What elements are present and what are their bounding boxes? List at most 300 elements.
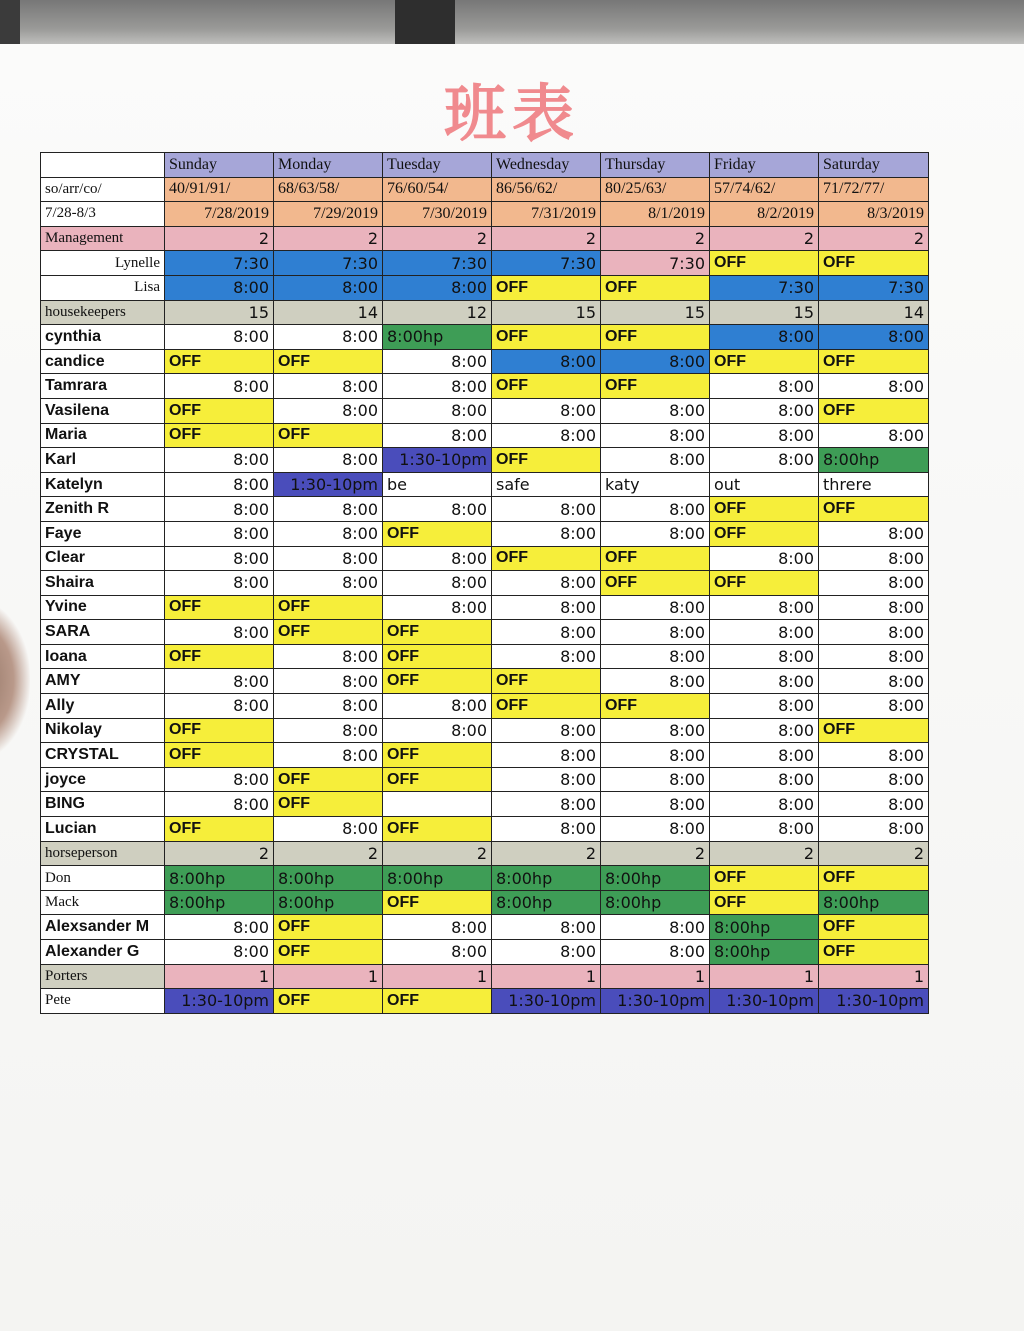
shift-cell: 8:00 bbox=[383, 694, 492, 719]
shift-cell: 8:00 bbox=[492, 915, 601, 940]
page-title: 班表 bbox=[443, 77, 580, 150]
shift-cell: 8:00hp bbox=[383, 325, 492, 350]
occupancy-code: 57/74/62/ bbox=[710, 177, 819, 202]
shift-cell: 1:30-10pm bbox=[492, 989, 601, 1014]
shift-cell: OFF bbox=[601, 325, 710, 350]
day-header: Sunday bbox=[165, 153, 274, 178]
shift-cell: OFF bbox=[274, 915, 383, 940]
shift-cell: 8:00hp bbox=[165, 890, 274, 915]
shift-cell: 1 bbox=[165, 964, 274, 989]
shift-cell: 8:00 bbox=[492, 718, 601, 743]
schedule-row bbox=[41, 423, 929, 448]
shift-cell: OFF bbox=[710, 890, 819, 915]
shift-cell: 8:00 bbox=[710, 325, 819, 350]
shift-cell: 8:00hp bbox=[710, 915, 819, 940]
shift-cell: 8:00 bbox=[710, 694, 819, 719]
shift-cell: 8:00 bbox=[274, 325, 383, 350]
shift-cell: OFF bbox=[710, 349, 819, 374]
staff-name: BING bbox=[41, 792, 165, 817]
shift-cell: OFF bbox=[601, 571, 710, 596]
shift-cell: OFF bbox=[274, 620, 383, 645]
shift-cell: 1:30-10pm bbox=[819, 989, 929, 1014]
shift-cell: OFF bbox=[710, 866, 819, 891]
shift-cell: OFF bbox=[492, 275, 601, 300]
schedule-table bbox=[40, 152, 929, 1014]
staff-name: Alexander G bbox=[41, 940, 165, 965]
shift-cell: 14 bbox=[274, 300, 383, 325]
shift-cell: 7:30 bbox=[710, 275, 819, 300]
shift-cell: 2 bbox=[383, 226, 492, 251]
shift-cell: 8:00 bbox=[601, 669, 710, 694]
staff-name: Don bbox=[41, 866, 165, 891]
shift-cell: 1 bbox=[601, 964, 710, 989]
shift-cell: 8:00hp bbox=[274, 866, 383, 891]
shift-cell: 8:00 bbox=[601, 792, 710, 817]
shift-cell: 8:00 bbox=[165, 940, 274, 965]
shift-cell: OFF bbox=[274, 423, 383, 448]
schedule-row bbox=[41, 866, 929, 891]
shift-cell: OFF bbox=[492, 448, 601, 473]
staff-name: Katelyn bbox=[41, 472, 165, 497]
shift-cell: 8:00 bbox=[819, 743, 929, 768]
shift-cell: OFF bbox=[819, 349, 929, 374]
shift-cell: 8:00 bbox=[819, 817, 929, 842]
schedule-row bbox=[41, 472, 929, 497]
shift-cell: OFF bbox=[383, 817, 492, 842]
shift-cell: 8:00 bbox=[710, 398, 819, 423]
shift-cell: 8:00 bbox=[819, 767, 929, 792]
shift-cell: OFF bbox=[165, 349, 274, 374]
staff-name: Lynelle bbox=[41, 251, 165, 276]
wall-edge bbox=[0, 0, 20, 48]
shift-cell: 7:30 bbox=[274, 251, 383, 276]
shift-cell: 8:00 bbox=[710, 595, 819, 620]
shift-cell: 8:00 bbox=[383, 374, 492, 399]
shift-cell: katy bbox=[601, 472, 710, 497]
shift-cell: 8:00 bbox=[165, 792, 274, 817]
shift-cell: 2 bbox=[165, 226, 274, 251]
schedule-row bbox=[41, 448, 929, 473]
shift-cell: 8:00 bbox=[165, 472, 274, 497]
day-header: Saturday bbox=[819, 153, 929, 178]
schedule-row bbox=[41, 275, 929, 300]
schedule-row bbox=[41, 964, 929, 989]
shift-cell: OFF bbox=[165, 718, 274, 743]
staff-name: CRYSTAL bbox=[41, 743, 165, 768]
shift-cell: 8:00 bbox=[492, 817, 601, 842]
staff-name: horseperson bbox=[41, 841, 165, 866]
shift-cell: 8:00 bbox=[492, 620, 601, 645]
shift-cell: 2 bbox=[601, 226, 710, 251]
shift-cell: 8:00 bbox=[710, 718, 819, 743]
shift-cell: 2 bbox=[165, 841, 274, 866]
shift-cell: 8:00 bbox=[601, 817, 710, 842]
date-row bbox=[41, 202, 929, 227]
shift-cell: 8:00 bbox=[383, 349, 492, 374]
shift-cell: OFF bbox=[492, 374, 601, 399]
staff-name: Vasilena bbox=[41, 398, 165, 423]
shift-cell: 8:00 bbox=[383, 546, 492, 571]
schedule-row bbox=[41, 374, 929, 399]
staff-name: Lucian bbox=[41, 817, 165, 842]
staff-name: Nikolay bbox=[41, 718, 165, 743]
shift-cell: 7:30 bbox=[601, 251, 710, 276]
shift-cell: OFF bbox=[274, 767, 383, 792]
day-header: Friday bbox=[710, 153, 819, 178]
shift-cell: 8:00 bbox=[492, 595, 601, 620]
shift-cell: 8:00 bbox=[165, 325, 274, 350]
shift-cell: 8:00hp bbox=[710, 940, 819, 965]
shift-cell: 8:00 bbox=[383, 497, 492, 522]
staff-name: Lisa bbox=[41, 275, 165, 300]
shift-cell: 8:00 bbox=[165, 571, 274, 596]
shift-cell: 8:00hp bbox=[165, 866, 274, 891]
schedule-row bbox=[41, 817, 929, 842]
shift-cell: 8:00 bbox=[165, 521, 274, 546]
staff-name: AMY bbox=[41, 669, 165, 694]
shift-cell: 8:00 bbox=[383, 595, 492, 620]
schedule-row bbox=[41, 743, 929, 768]
shift-cell: 8:00 bbox=[819, 644, 929, 669]
shift-cell: 2 bbox=[492, 226, 601, 251]
staff-name: Mack bbox=[41, 890, 165, 915]
shift-cell: 8:00 bbox=[274, 718, 383, 743]
shift-cell: 2 bbox=[274, 841, 383, 866]
shift-cell: OFF bbox=[274, 940, 383, 965]
shift-cell bbox=[383, 792, 492, 817]
schedule-row bbox=[41, 718, 929, 743]
shift-cell: OFF bbox=[819, 251, 929, 276]
shift-cell: 2 bbox=[710, 841, 819, 866]
staff-name: Alexsander M bbox=[41, 915, 165, 940]
shift-cell: OFF bbox=[710, 497, 819, 522]
staff-name: Ally bbox=[41, 694, 165, 719]
staff-name: Yvine bbox=[41, 595, 165, 620]
occupancy-code: 80/25/63/ bbox=[601, 177, 710, 202]
shift-cell: 1:30-10pm bbox=[274, 472, 383, 497]
shift-cell: 8:00 bbox=[274, 497, 383, 522]
shift-cell: 8:00 bbox=[165, 669, 274, 694]
shift-cell: 8:00 bbox=[819, 521, 929, 546]
shift-cell: 15 bbox=[492, 300, 601, 325]
shift-cell: 8:00 bbox=[601, 718, 710, 743]
shift-cell: OFF bbox=[601, 694, 710, 719]
date-cell: 7/31/2019 bbox=[492, 202, 601, 227]
shift-cell: 8:00 bbox=[710, 792, 819, 817]
schedule-row bbox=[41, 546, 929, 571]
shift-cell: 7:30 bbox=[819, 275, 929, 300]
shift-cell: 12 bbox=[383, 300, 492, 325]
date-cell: 7/29/2019 bbox=[274, 202, 383, 227]
shift-cell: OFF bbox=[165, 743, 274, 768]
shift-cell: 2 bbox=[274, 226, 383, 251]
shift-cell: 8:00 bbox=[819, 571, 929, 596]
schedule-row bbox=[41, 398, 929, 423]
shift-cell: OFF bbox=[819, 497, 929, 522]
staff-name: Maria bbox=[41, 423, 165, 448]
shift-cell: 8:00 bbox=[601, 349, 710, 374]
shift-cell: 1:30-10pm bbox=[601, 989, 710, 1014]
shift-cell: 8:00hp bbox=[819, 448, 929, 473]
shift-cell: OFF bbox=[710, 521, 819, 546]
schedule-row bbox=[41, 251, 929, 276]
date-cell: 8/3/2019 bbox=[819, 202, 929, 227]
shift-cell: 8:00 bbox=[819, 546, 929, 571]
shift-cell: 8:00 bbox=[383, 398, 492, 423]
staff-name: Ioana bbox=[41, 644, 165, 669]
staff-name: joyce bbox=[41, 767, 165, 792]
schedule-row bbox=[41, 989, 929, 1014]
shift-cell: 7:30 bbox=[383, 251, 492, 276]
schedule-row bbox=[41, 620, 929, 645]
shift-cell: OFF bbox=[165, 817, 274, 842]
shift-cell: 8:00 bbox=[383, 571, 492, 596]
shift-cell: 8:00 bbox=[601, 423, 710, 448]
staff-name: Karl bbox=[41, 448, 165, 473]
schedule-row bbox=[41, 644, 929, 669]
shift-cell: 8:00 bbox=[274, 817, 383, 842]
shift-cell: 8:00 bbox=[492, 571, 601, 596]
shift-cell: 8:00hp bbox=[492, 866, 601, 891]
wall-shadow bbox=[395, 0, 455, 48]
shift-cell: OFF bbox=[165, 423, 274, 448]
occupancy-code: 40/91/91/ bbox=[165, 177, 274, 202]
shift-cell: out bbox=[710, 472, 819, 497]
shift-cell: safe bbox=[492, 472, 601, 497]
shift-cell: 8:00 bbox=[165, 275, 274, 300]
staff-name: Porters bbox=[41, 964, 165, 989]
shift-cell: 2 bbox=[819, 841, 929, 866]
occupancy-code: 86/56/62/ bbox=[492, 177, 601, 202]
shift-cell: 8:00hp bbox=[601, 890, 710, 915]
schedule-row bbox=[41, 792, 929, 817]
schedule-row bbox=[41, 890, 929, 915]
shift-cell: OFF bbox=[492, 669, 601, 694]
schedule-body bbox=[41, 153, 929, 1014]
shift-cell: 8:00 bbox=[165, 620, 274, 645]
schedule-row bbox=[41, 669, 929, 694]
shift-cell: 8:00 bbox=[819, 792, 929, 817]
shift-cell: 1:30-10pm bbox=[383, 448, 492, 473]
date-cell: 7/30/2019 bbox=[383, 202, 492, 227]
shift-cell: 14 bbox=[819, 300, 929, 325]
shift-cell: 8:00 bbox=[274, 448, 383, 473]
shift-cell: 1 bbox=[710, 964, 819, 989]
schedule-row bbox=[41, 521, 929, 546]
schedule-row bbox=[41, 940, 929, 965]
shift-cell: OFF bbox=[165, 595, 274, 620]
day-header-row bbox=[41, 153, 929, 178]
schedule-row bbox=[41, 226, 929, 251]
shift-cell: 1 bbox=[819, 964, 929, 989]
shift-cell: 8:00 bbox=[819, 325, 929, 350]
shift-cell: OFF bbox=[383, 644, 492, 669]
shift-cell: 8:00 bbox=[165, 694, 274, 719]
day-header: Monday bbox=[274, 153, 383, 178]
shift-cell: OFF bbox=[383, 521, 492, 546]
shift-cell: 8:00 bbox=[819, 374, 929, 399]
shift-cell: 8:00 bbox=[601, 940, 710, 965]
staff-name: cynthia bbox=[41, 325, 165, 350]
shift-cell: 8:00 bbox=[383, 940, 492, 965]
shift-cell: 8:00 bbox=[492, 743, 601, 768]
shift-cell: OFF bbox=[383, 743, 492, 768]
shift-cell: 8:00 bbox=[601, 448, 710, 473]
staff-name: Management bbox=[41, 226, 165, 251]
occupancy-code: 76/60/54/ bbox=[383, 177, 492, 202]
shift-cell: OFF bbox=[274, 595, 383, 620]
shift-cell: 8:00 bbox=[601, 915, 710, 940]
shift-cell: OFF bbox=[710, 251, 819, 276]
shift-cell: 8:00 bbox=[274, 571, 383, 596]
staff-name: Tamrara bbox=[41, 374, 165, 399]
code-row bbox=[41, 177, 929, 202]
shift-cell: OFF bbox=[819, 866, 929, 891]
shift-cell: 8:00 bbox=[492, 398, 601, 423]
shift-cell: 8:00 bbox=[492, 767, 601, 792]
shift-cell: 8:00 bbox=[601, 644, 710, 669]
shift-cell: OFF bbox=[383, 890, 492, 915]
shift-cell: 8:00 bbox=[710, 817, 819, 842]
shift-cell: 8:00 bbox=[601, 521, 710, 546]
day-header: Thursday bbox=[601, 153, 710, 178]
shift-cell: 8:00 bbox=[492, 497, 601, 522]
day-header: Tuesday bbox=[383, 153, 492, 178]
shift-cell: 8:00 bbox=[383, 915, 492, 940]
shift-cell: OFF bbox=[383, 767, 492, 792]
date-range-label: 7/28-8/3 bbox=[41, 202, 165, 227]
corner-cell bbox=[41, 153, 165, 178]
schedule-row bbox=[41, 349, 929, 374]
shift-cell: 15 bbox=[165, 300, 274, 325]
staff-name: Faye bbox=[41, 521, 165, 546]
shift-cell: 8:00 bbox=[601, 398, 710, 423]
occupancy-code: 71/72/77/ bbox=[819, 177, 929, 202]
shift-cell: 15 bbox=[601, 300, 710, 325]
shift-cell: 8:00 bbox=[710, 767, 819, 792]
shift-cell: OFF bbox=[819, 398, 929, 423]
shift-cell: OFF bbox=[819, 915, 929, 940]
shift-cell: 8:00 bbox=[710, 423, 819, 448]
shift-cell: 8:00 bbox=[383, 275, 492, 300]
staff-name: housekeepers bbox=[41, 300, 165, 325]
shift-cell: 1 bbox=[274, 964, 383, 989]
shift-cell: 8:00 bbox=[274, 374, 383, 399]
shift-cell: 8:00 bbox=[710, 374, 819, 399]
shift-cell: OFF bbox=[383, 620, 492, 645]
code-label: so/arr/co/ bbox=[41, 177, 165, 202]
shift-cell: 8:00 bbox=[601, 595, 710, 620]
shift-cell: 7:30 bbox=[165, 251, 274, 276]
shift-cell: 8:00 bbox=[165, 374, 274, 399]
date-cell: 7/28/2019 bbox=[165, 202, 274, 227]
schedule-row bbox=[41, 325, 929, 350]
shift-cell: 8:00 bbox=[165, 448, 274, 473]
shift-cell: 8:00 bbox=[492, 792, 601, 817]
shift-cell: 8:00 bbox=[601, 497, 710, 522]
shift-cell: OFF bbox=[819, 940, 929, 965]
shift-cell: 8:00 bbox=[274, 644, 383, 669]
shift-cell: 1:30-10pm bbox=[710, 989, 819, 1014]
shift-cell: 8:00 bbox=[165, 546, 274, 571]
shift-cell: 8:00 bbox=[601, 767, 710, 792]
shift-cell: 8:00 bbox=[274, 521, 383, 546]
shift-cell: 8:00 bbox=[274, 275, 383, 300]
shift-cell: 8:00hp bbox=[274, 890, 383, 915]
shift-cell: 2 bbox=[601, 841, 710, 866]
shift-cell: 8:00hp bbox=[819, 890, 929, 915]
shift-cell: 1 bbox=[383, 964, 492, 989]
shift-cell: OFF bbox=[274, 349, 383, 374]
shift-cell: 8:00 bbox=[601, 620, 710, 645]
shift-cell: 8:00 bbox=[274, 694, 383, 719]
shift-cell: 15 bbox=[710, 300, 819, 325]
schedule-row bbox=[41, 841, 929, 866]
wall-background bbox=[0, 0, 1024, 48]
schedule-row bbox=[41, 300, 929, 325]
staff-name: Pete bbox=[41, 989, 165, 1014]
shift-cell: 8:00 bbox=[274, 669, 383, 694]
shift-cell: 8:00 bbox=[601, 743, 710, 768]
shift-cell: 8:00 bbox=[710, 620, 819, 645]
schedule-row bbox=[41, 571, 929, 596]
schedule-row bbox=[41, 595, 929, 620]
schedule-row bbox=[41, 497, 929, 522]
shift-cell: be bbox=[383, 472, 492, 497]
schedule-row bbox=[41, 694, 929, 719]
shift-cell: 1:30-10pm bbox=[165, 989, 274, 1014]
shift-cell: OFF bbox=[601, 546, 710, 571]
shift-cell: 8:00 bbox=[819, 423, 929, 448]
shift-cell: 8:00 bbox=[710, 743, 819, 768]
shift-cell: OFF bbox=[492, 694, 601, 719]
shift-cell: 2 bbox=[819, 226, 929, 251]
shift-cell: 8:00 bbox=[165, 497, 274, 522]
shift-cell: 8:00 bbox=[492, 644, 601, 669]
staff-name: Shaira bbox=[41, 571, 165, 596]
shift-cell: 2 bbox=[710, 226, 819, 251]
shift-cell: OFF bbox=[383, 989, 492, 1014]
schedule-row bbox=[41, 767, 929, 792]
shift-cell: 8:00 bbox=[165, 767, 274, 792]
schedule-row bbox=[41, 915, 929, 940]
shift-cell: OFF bbox=[274, 989, 383, 1014]
shift-cell: 8:00 bbox=[492, 349, 601, 374]
shift-cell: 8:00 bbox=[165, 915, 274, 940]
shift-cell: 8:00 bbox=[710, 546, 819, 571]
shift-cell: 8:00hp bbox=[383, 866, 492, 891]
shift-cell: 8:00 bbox=[710, 644, 819, 669]
staff-name: Clear bbox=[41, 546, 165, 571]
shift-cell: OFF bbox=[383, 669, 492, 694]
day-header: Wednesday bbox=[492, 153, 601, 178]
date-cell: 8/2/2019 bbox=[710, 202, 819, 227]
shift-cell: 2 bbox=[492, 841, 601, 866]
shift-cell: 8:00hp bbox=[492, 890, 601, 915]
shift-cell: 8:00 bbox=[710, 448, 819, 473]
shift-cell: 8:00 bbox=[492, 423, 601, 448]
shift-cell: OFF bbox=[165, 398, 274, 423]
shift-cell: 8:00 bbox=[274, 398, 383, 423]
shift-cell: 8:00 bbox=[383, 718, 492, 743]
shift-cell: 7:30 bbox=[492, 251, 601, 276]
shift-cell: OFF bbox=[492, 546, 601, 571]
shift-cell: 8:00 bbox=[819, 669, 929, 694]
shift-cell: 8:00 bbox=[274, 743, 383, 768]
shift-cell: OFF bbox=[274, 792, 383, 817]
shift-cell: 8:00 bbox=[819, 595, 929, 620]
shift-cell: OFF bbox=[492, 325, 601, 350]
